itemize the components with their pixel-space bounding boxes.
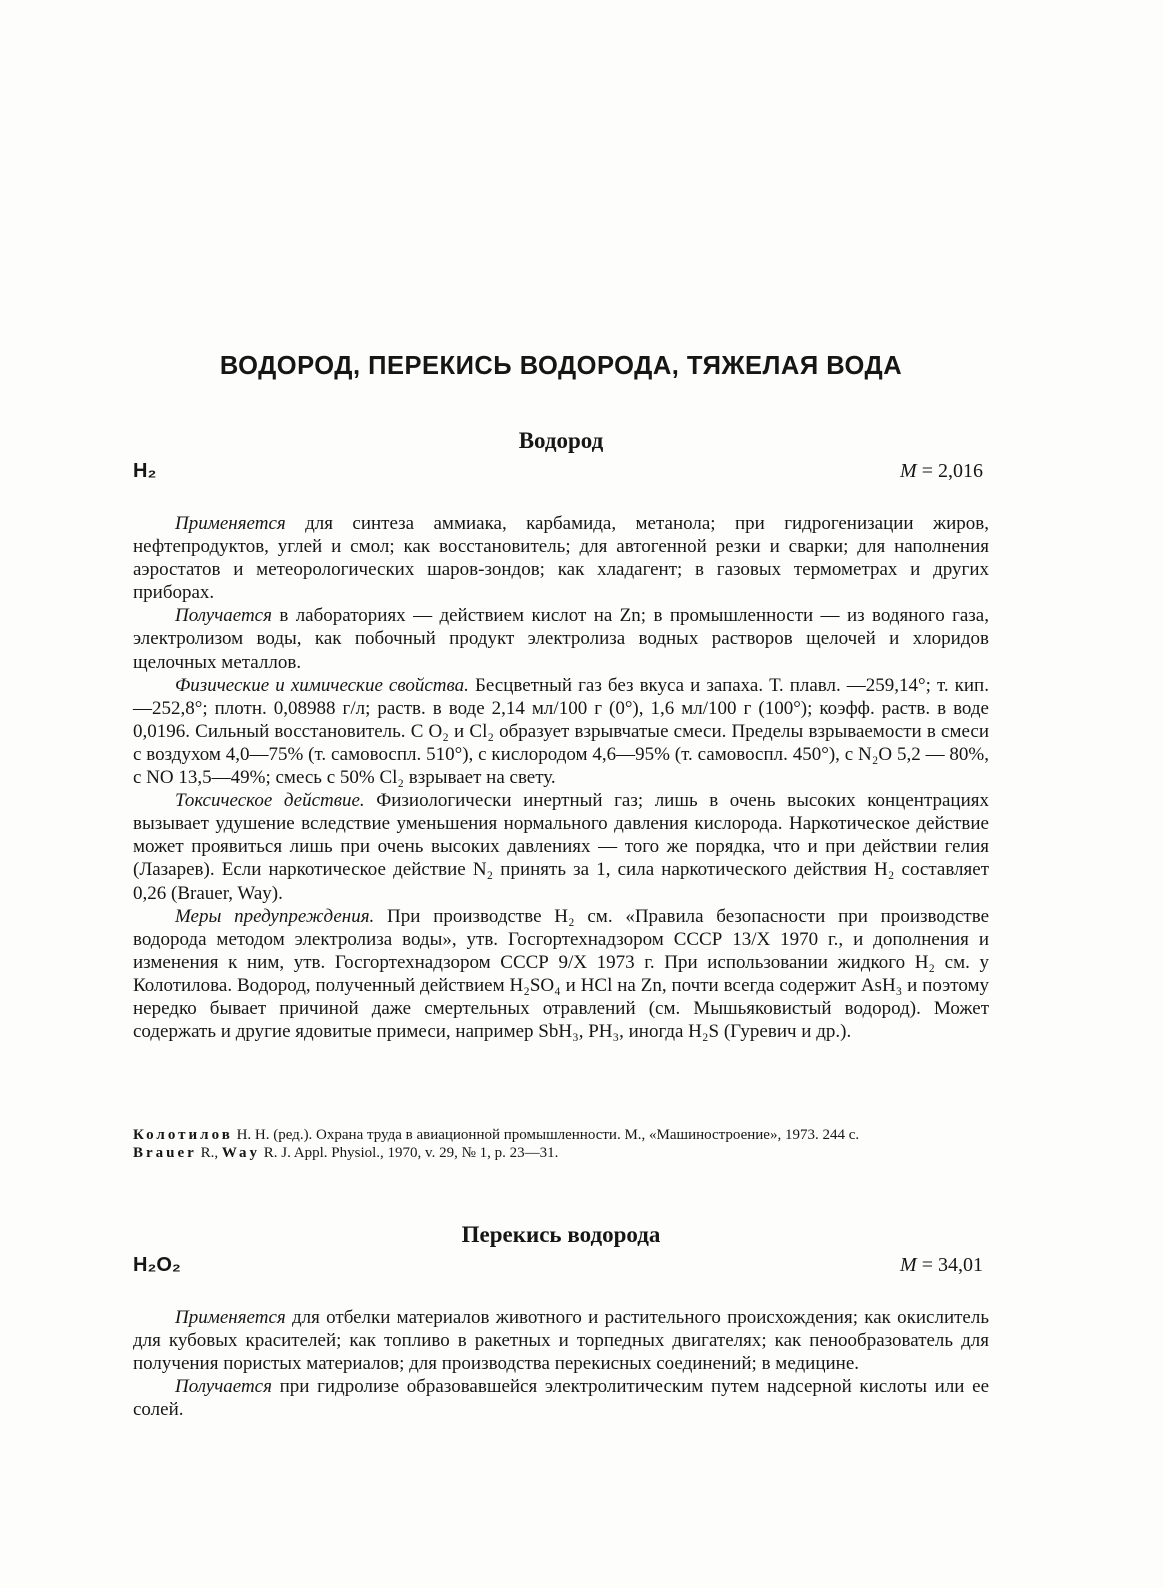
paragraph [133,1306,989,1375]
paragraph [133,1375,989,1421]
paragraph-text: для отбелки материалов животного и растительного происхождения; как окислитель для кубовых красителей; как топливо в ракетных и торпедных двигателях; как пенообразователь для получения пористых материалов; для производства перекисных соединений; в медицине. [133,1307,989,1375]
reference-author: Brauer [133,1145,197,1161]
chapter-title: ВОДОРОД, ПЕРЕКИСЬ ВОДОРОДА, ТЯЖЕЛАЯ ВОДА [219,352,903,380]
paragraph-text: для синтеза аммиака, карбамида, метанола; при гидрогенизации жиров, нефтепродуктов, углей и смол; как восстановитель; для автогенной резки и сварки; для наполнения аэростатов и метеорологических шаров-зондов; как хладагент; в газовых термометрах и других приборах. [133,513,989,604]
reference-author: Колотилов [133,1127,233,1143]
paragraph-text: При производстве H₂ см. «Правила безопасности при производстве водорода методом электролиза воды», утв. Госгортехнадзором СССР 13/X 1970 г., и дополнения и изменения к ним, утв. Госгортехнадзором СССР 9/X 1973 г. При использовании жидкого H₂ см. у Колотилова. Водород, полученный действием H₂SO₄ и HCl на Zn, почти всегда содержит AsH₃ и поэтому нередко бывает причиной даже смертельных отравлений (см. Мышьяковистый водород). Может содержать и другие ядовитые примеси, например SbH₃, PH₃, иногда H₂S (Гуревич и др.). [133,905,990,1043]
mass-symbol: M [900,460,917,482]
hydrogen-body [133,512,989,1043]
paragraph-text: при гидролизе образовавшейся электролитическим путем надсерной кислоты или ее солей. [133,1376,989,1421]
reference-author: Way [221,1145,261,1161]
mass-value: = 2,016 [921,460,983,482]
paragraph-lead: Получается [175,605,272,627]
formula-row-hydrogen [133,460,989,483]
paragraph-text: Физиологически инертный газ; лишь в очень высоких концентрациях вызывает удушение вследствие уменьшения нормального давления кислорода. Наркотическое действие может проявиться лишь при очень высоких давлениях — того же порядка, что и при действии гелия (Лазарев). Если наркотическое действие N₂ принять за 1, сила наркотического действия H₂ составляет 0,26 (Brauer, Way). [133,790,989,904]
paragraph [133,674,989,789]
formula-row-peroxide [133,1254,989,1277]
mass-symbol: M [900,1254,917,1276]
paragraph-lead: Применяется [175,1307,286,1328]
section-title-hydrogen: Водород [518,428,604,453]
paragraph [133,512,989,604]
references [133,1126,989,1162]
formula-hydrogen: H₂ [133,460,157,482]
reference-item [133,1126,989,1144]
paragraph-text: в лабораториях — действием кислот на Zn; в промышленности — из водяного газа, электролизом воды, как побочный продукт электролиза водных растворов щелочей и хлоридов щелочных металлов. [133,605,989,673]
paragraph [133,789,989,904]
reference-text: Н. Н. (ред.). Охрана труда в авиационной промышленности. М., «Машиностроение», 1973. 244 с. [232,1127,860,1143]
paragraph [133,905,989,1044]
paragraph-lead: Токсическое действие. [175,790,365,812]
reference-item [133,1144,989,1162]
formula-peroxide: H₂O₂ [133,1254,181,1276]
section-title-peroxide: Перекись водорода [461,1222,661,1247]
peroxide-body [133,1306,989,1421]
mass-value: = 34,01 [921,1254,983,1276]
paragraph-lead: Меры предупреждения. [175,905,375,927]
paragraph-text: Бесцветный газ без вкуса и запаха. Т. плавл. —259,14°; т. кип. —252,8°; плотн. 0,08988 г/л; раств. в воде 2,14 мл/100 г (0°), 1,6 мл/100 г (100°); коэфф. раств. в воде 0,0196. Сильный восстановитель. С O₂ и Cl₂ образует взрывчатые смеси. Пределы взрываемости в смеси с воздухом 4,0—75% (т. самовоспл. 510°), с кислородом 4,6—95% (т. самовоспл. 450°), с N₂O 5,2 — 80%, с NO 13,5—49%; смесь с 50% Cl₂ взрывает на свету. [133,674,989,789]
reference-text: R., [196,1145,222,1161]
reference-text: R. J. Appl. Physiol., 1970, v. 29, № 1, p. 23—31. [260,1145,559,1161]
paragraph [133,604,989,673]
paragraph-lead: Применяется [175,513,286,534]
molar-mass-hydrogen [900,460,989,483]
paragraph-lead: Получается [175,1376,272,1398]
molar-mass-peroxide [900,1254,989,1277]
paragraph-lead: Физические и химические свойства. [175,674,469,696]
